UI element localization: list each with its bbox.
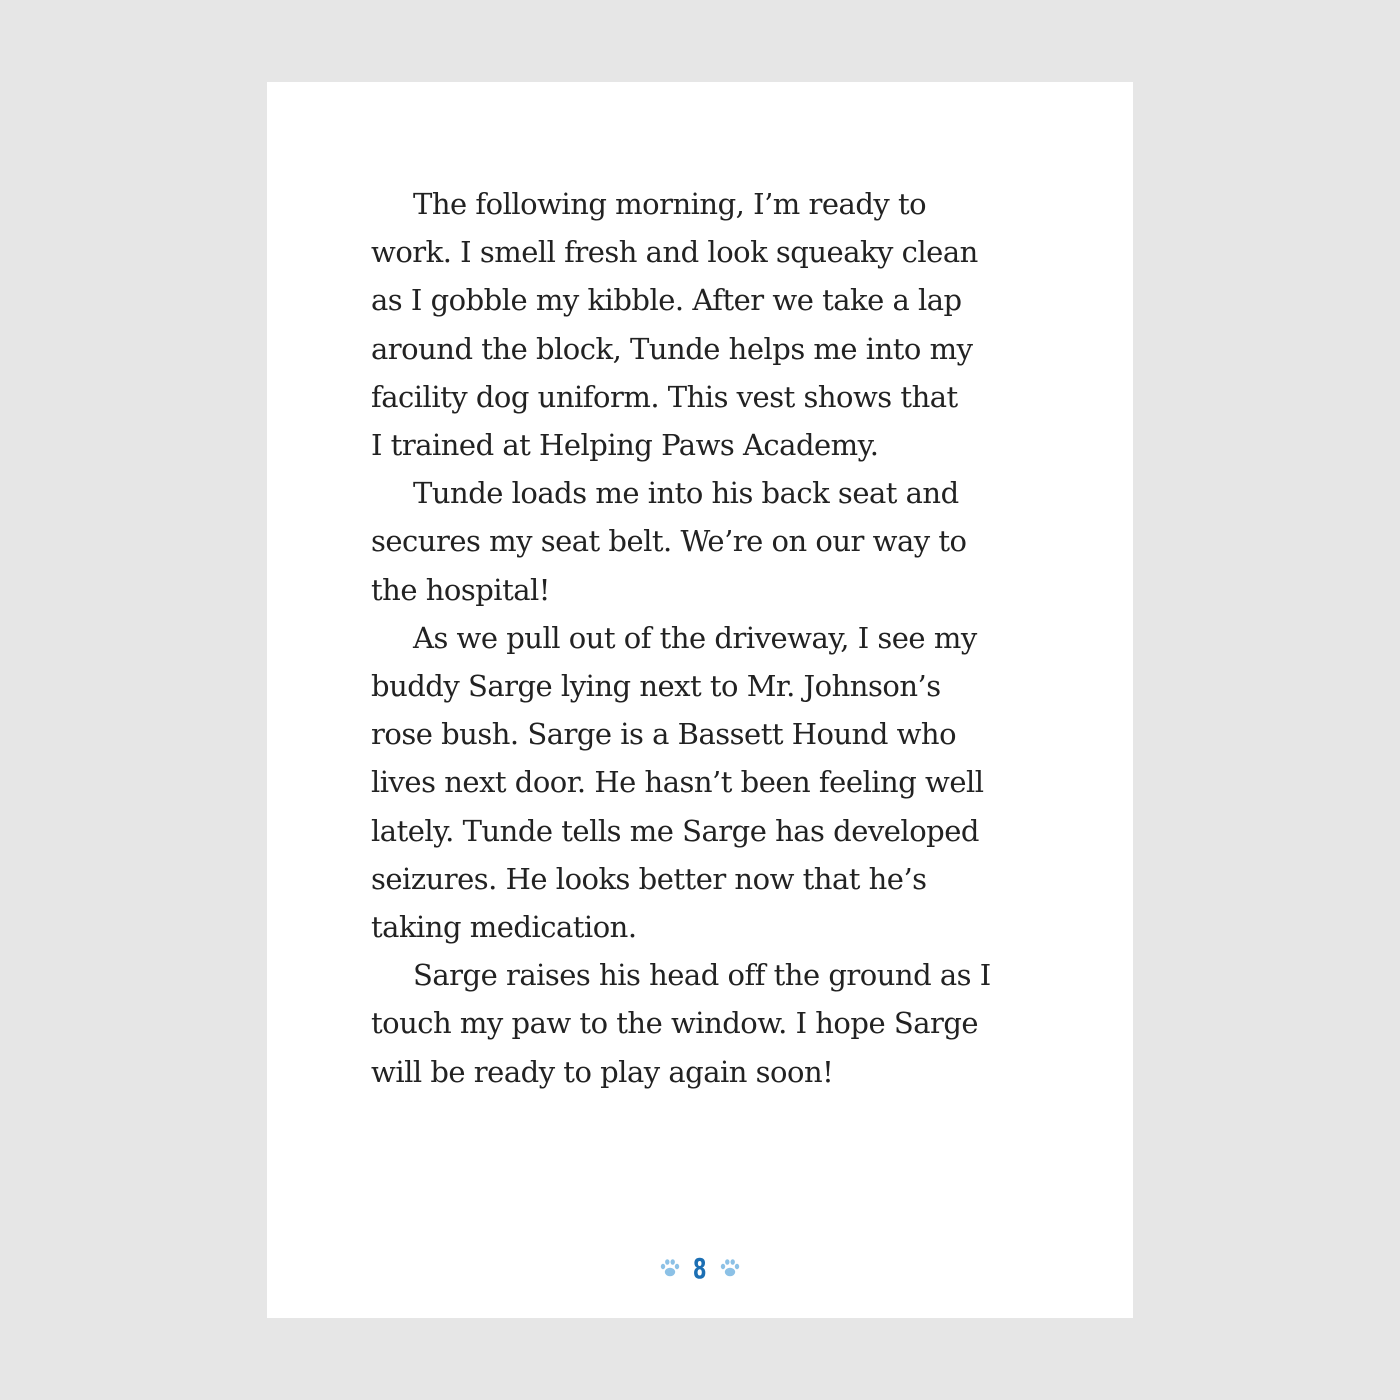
paragraph-2 bbox=[371, 469, 1011, 614]
text-line: seizures. He looks better now that he’s bbox=[371, 861, 927, 896]
paragraph-4 bbox=[371, 951, 1011, 1096]
text-line: taking medication. bbox=[371, 910, 637, 945]
paw-print-icon bbox=[659, 1257, 681, 1279]
text-line: lives next door. He hasn’t been feeling well bbox=[371, 765, 984, 800]
text-line: As we pull out of the driveway, I see my bbox=[413, 620, 977, 655]
text-line: rose bush. Sarge is a Bassett Hound who bbox=[371, 717, 957, 752]
text-line: as I gobble my kibble. After we take a lap bbox=[371, 283, 962, 318]
paragraph-3 bbox=[371, 614, 1011, 951]
text-line: I trained at Helping Paws Academy. bbox=[371, 428, 879, 463]
text-line: Tunde loads me into his back seat and bbox=[413, 476, 959, 511]
book-page bbox=[267, 82, 1133, 1318]
text-line: secures my seat belt. We’re on our way to bbox=[371, 524, 967, 559]
paw-print-icon bbox=[719, 1257, 741, 1279]
page-folio bbox=[267, 1250, 1133, 1286]
text-line: will be ready to play again soon! bbox=[371, 1054, 834, 1089]
page-number: 8 bbox=[693, 1251, 707, 1285]
text-line: The following morning, I’m ready to bbox=[413, 187, 927, 221]
text-line: facility dog uniform. This vest shows that bbox=[371, 379, 958, 414]
paragraph-1 bbox=[371, 180, 1011, 469]
text-line: Sarge raises his head off the ground as I bbox=[413, 958, 991, 993]
text-line: the hospital! bbox=[371, 572, 550, 607]
text-line: lately. Tunde tells me Sarge has developed bbox=[371, 813, 979, 848]
text-line: touch my paw to the window. I hope Sarge bbox=[371, 1006, 979, 1041]
text-line: work. I smell fresh and look squeaky clean bbox=[371, 235, 978, 270]
text-line: buddy Sarge lying next to Mr. Johnson’s bbox=[371, 669, 941, 704]
body-text bbox=[371, 180, 1011, 1096]
text-line: around the block, Tunde helps me into my bbox=[371, 331, 973, 366]
